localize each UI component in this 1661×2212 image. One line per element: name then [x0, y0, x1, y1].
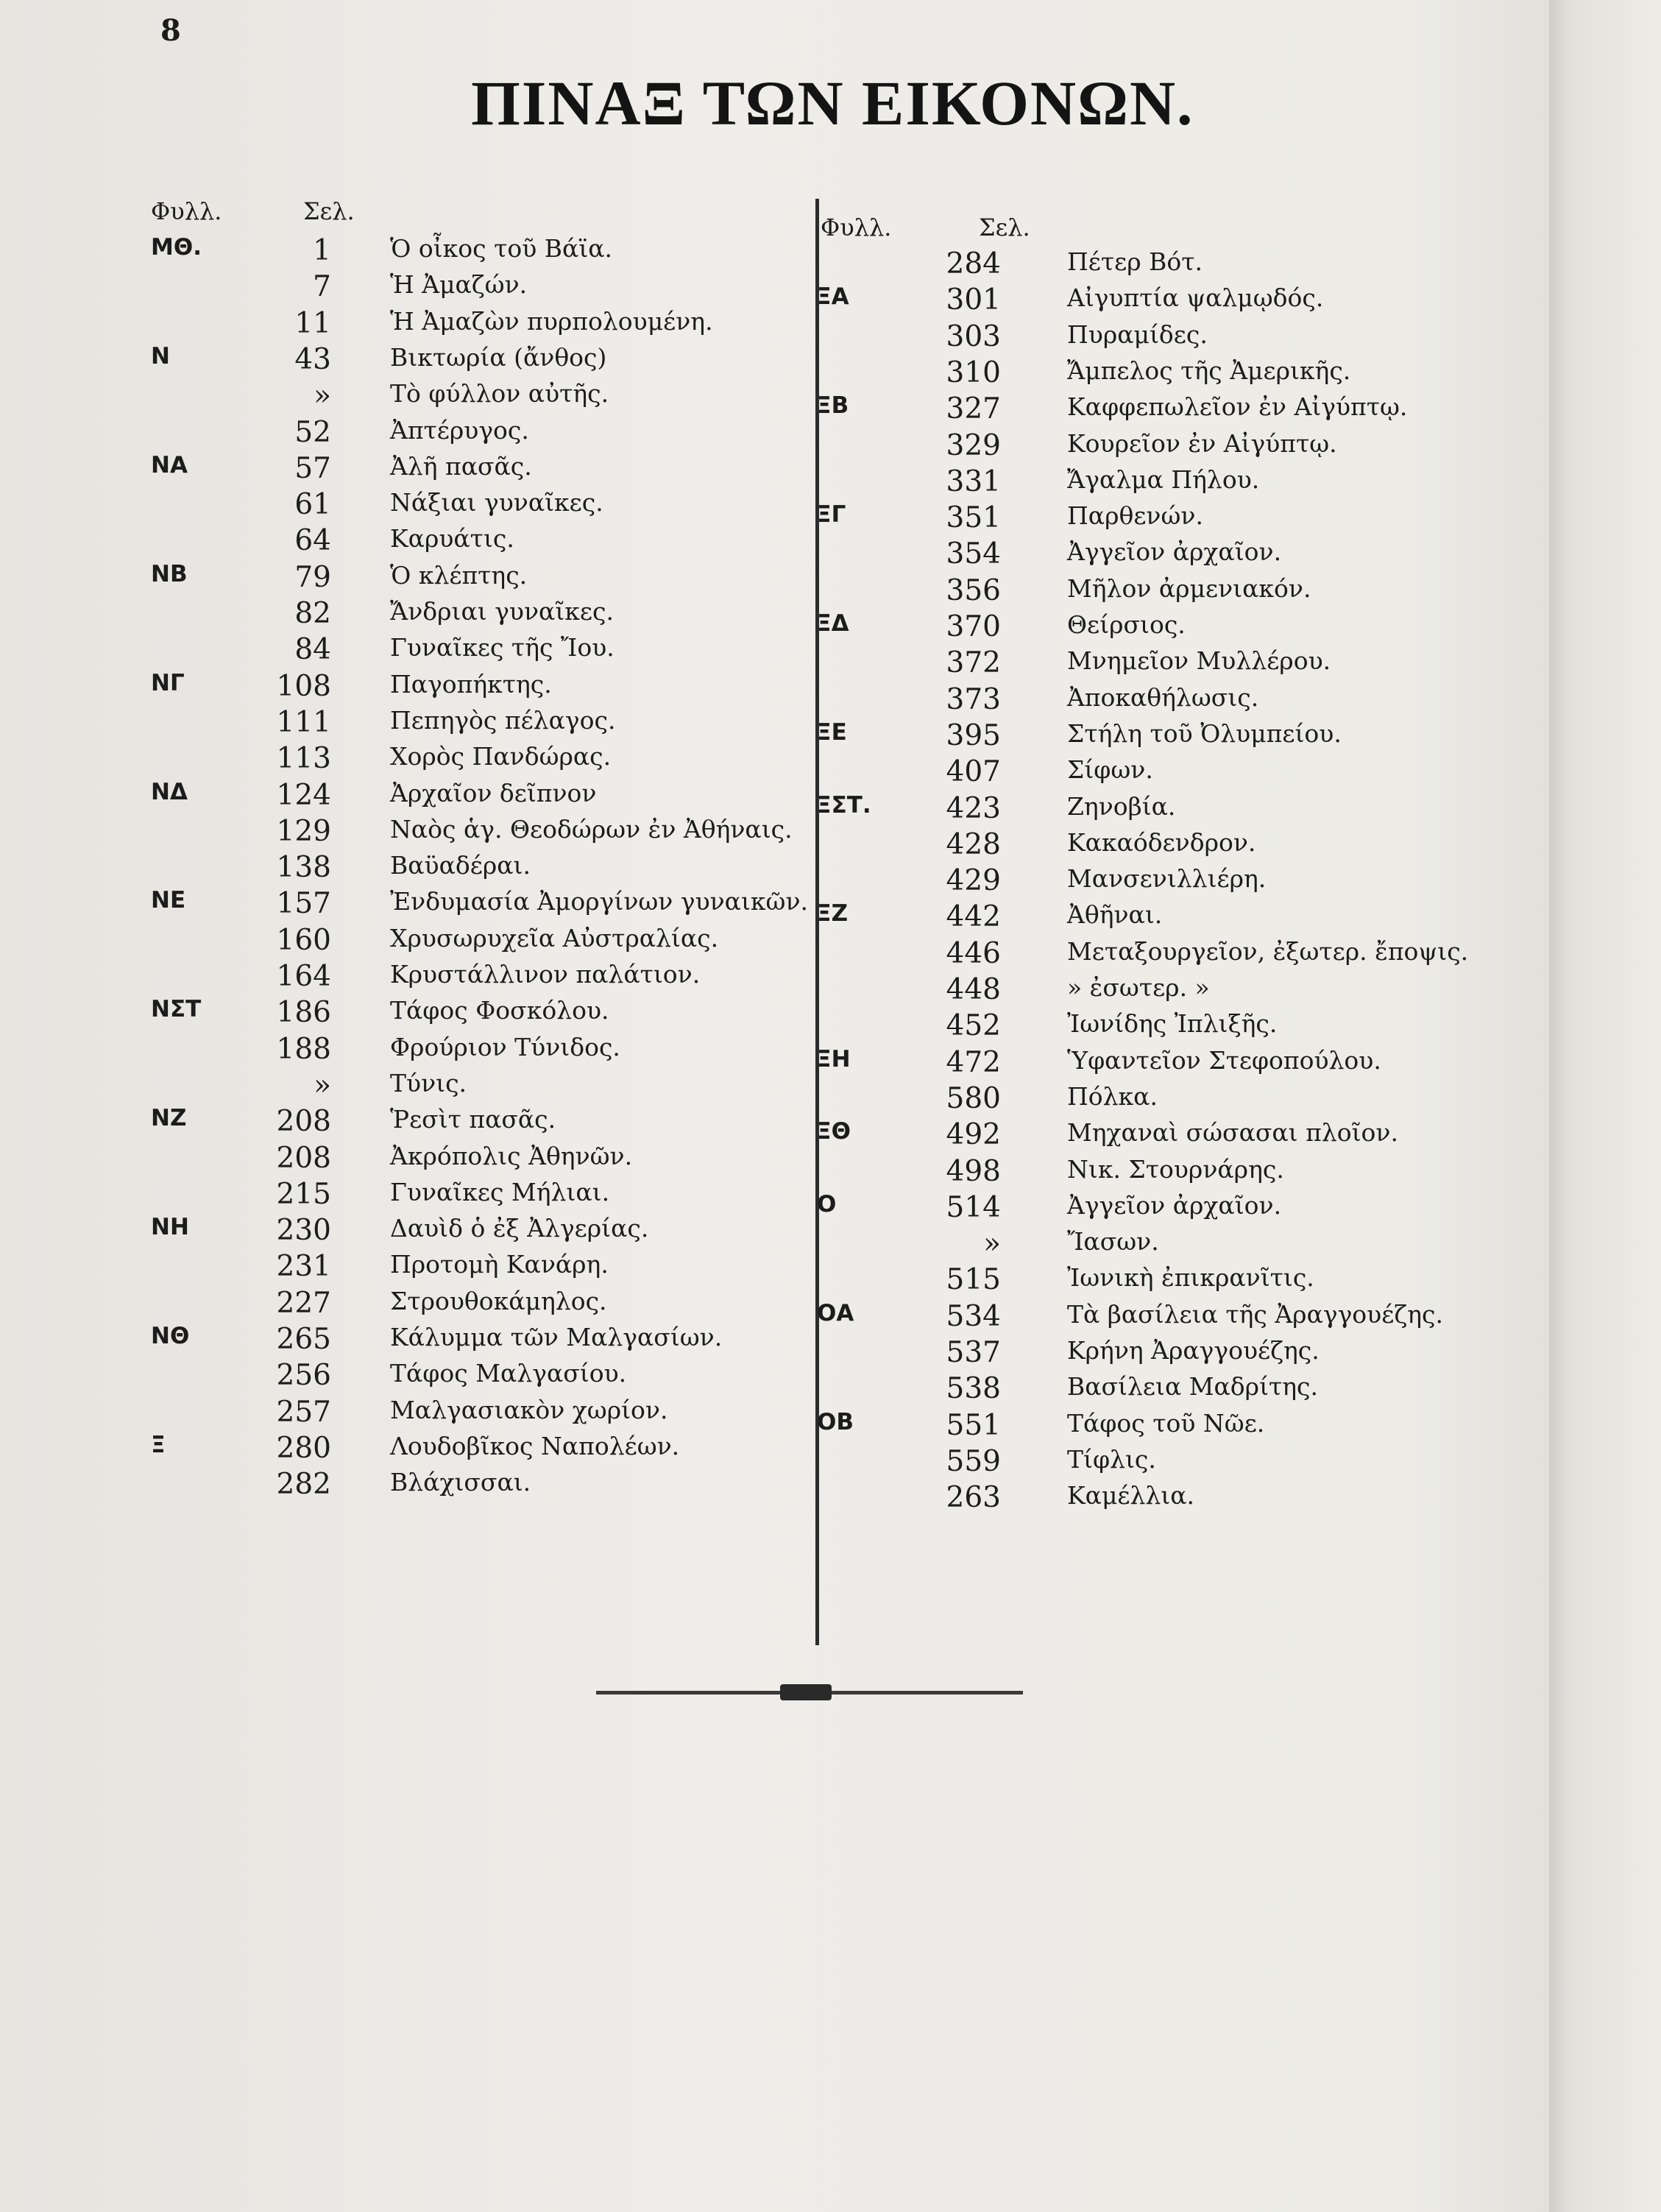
- sheet-label: ΟΒ: [817, 1408, 854, 1435]
- page-ref: 537: [946, 1336, 1001, 1369]
- page-number: 8: [160, 13, 181, 48]
- illustration-title: Ἄμπελος τῆς Ἀμερικῆς.: [1067, 356, 1351, 385]
- illustration-title: Ὑφαντεῖον Στεφοπούλου.: [1067, 1045, 1381, 1075]
- illustration-title: Ἀποκαθήλωσις.: [1067, 682, 1259, 712]
- illustration-title: Παγοπήκτης.: [390, 669, 552, 699]
- sheet-label: Ξ: [151, 1431, 166, 1458]
- page-ref: 331: [946, 464, 1001, 498]
- right-sheet-header: Φυλλ.: [821, 213, 892, 241]
- illustration-title: Μεταξουργεῖον, ἐξωτερ. ἔποψις.: [1067, 936, 1469, 966]
- illustration-title: Ἀγγεῖον ἀρχαῖον.: [1067, 1190, 1282, 1220]
- illustration-title: Κακαόδενδρον.: [1067, 827, 1256, 857]
- illustration-title: Ἄνδριαι γυναῖκες.: [390, 597, 614, 626]
- sheet-label: ΝΘ: [151, 1323, 190, 1349]
- illustration-title: Μαλγασιακὸν χωρίον.: [390, 1395, 668, 1424]
- page-ref: 452: [946, 1009, 1001, 1043]
- page-ref: 230: [276, 1214, 331, 1248]
- illustration-title: Ἀλῆ πασᾶς.: [390, 451, 532, 481]
- page-ref: 43: [294, 342, 331, 376]
- page-ref: 57: [294, 451, 331, 485]
- illustration-title: Παρθενών.: [1067, 501, 1203, 531]
- illustration-title: Ναὸς ἁγ. Θεοδώρων ἐν Ἀθήναις.: [390, 814, 793, 844]
- page-ref: 138: [276, 851, 331, 885]
- sheet-label: ΞΕ: [817, 718, 847, 746]
- page-ref: 208: [276, 1141, 331, 1175]
- illustration-title: Ἐνδυμασία Ἀμοργίνων γυναικῶν.: [390, 887, 808, 916]
- sheet-label: ΞΔ: [817, 610, 849, 637]
- illustration-title: Πέτερ Βότ.: [1067, 247, 1203, 276]
- illustration-title: Τύνις.: [390, 1068, 467, 1098]
- illustration-title: Σίφων.: [1067, 755, 1153, 785]
- illustration-title: Ἀρχαῖον δεῖπνον: [390, 778, 597, 808]
- sheet-label: ΝΒ: [151, 560, 188, 587]
- page-ref: 188: [276, 1032, 331, 1066]
- illustration-title: Ὁ οἶκος τοῦ Βάϊα.: [390, 234, 613, 263]
- page-ref: 498: [946, 1154, 1001, 1188]
- page-ref: 227: [276, 1286, 331, 1320]
- illustration-title: Προτομὴ Κανάρη.: [390, 1250, 609, 1279]
- sheet-label: ΞΑ: [817, 283, 849, 311]
- page-ref: 395: [946, 718, 1001, 752]
- illustration-title: Φρούριον Τύνιδος.: [390, 1032, 620, 1061]
- illustration-title: Γυναῖκες τῆς Ἴου.: [390, 633, 615, 662]
- page-ref: 160: [276, 923, 331, 957]
- page-edge-shadow: [1549, 0, 1661, 2212]
- illustration-title: Νάξιαι γυναῖκες.: [390, 488, 603, 517]
- illustration-title: Τάφος Φοσκόλου.: [390, 996, 609, 1025]
- sheet-label: ΝΓ: [151, 669, 185, 696]
- illustration-title: Ἀγγεῖον ἀρχαῖον.: [1067, 537, 1282, 567]
- illustration-title: Καμέλλια.: [1067, 1481, 1195, 1510]
- sheet-label: ΞΗ: [817, 1045, 851, 1073]
- page-ref: 111: [276, 705, 331, 739]
- sheet-label: ΝΣΤ: [151, 996, 202, 1023]
- illustration-title: Ζηνοβία.: [1067, 791, 1176, 821]
- page-ref: 84: [294, 633, 331, 667]
- page-ref: 428: [946, 827, 1001, 861]
- page-ref: 263: [946, 1481, 1001, 1515]
- page-ref: 515: [946, 1263, 1001, 1297]
- right-page-header: Σελ.: [979, 213, 1030, 241]
- page-ref: 492: [946, 1118, 1001, 1152]
- illustration-title: Κάλυμμα τῶν Μαλγασίων.: [390, 1323, 723, 1351]
- page-ref: 113: [276, 742, 331, 776]
- sheet-label: Ν: [151, 342, 170, 370]
- page-ref: 52: [294, 415, 331, 449]
- left-page-header: Σελ.: [303, 197, 355, 225]
- illustration-title: Μνημεῖον Μυλλέρου.: [1067, 646, 1331, 676]
- illustration-title: Δαυὶδ ὁ ἐξ Ἀλγερίας.: [390, 1214, 649, 1243]
- page-title: ΠΙΝΑΞ ΤΩΝ ΕΙΚΟΝΩΝ.: [471, 68, 1194, 138]
- page-ref: 448: [946, 973, 1001, 1006]
- sheet-label: ΞΘ: [817, 1118, 851, 1145]
- page-ref: 82: [294, 597, 331, 630]
- page-ref: 215: [276, 1177, 331, 1211]
- illustration-title: Μανσενιλλιέρη.: [1067, 864, 1267, 894]
- page-ref: 231: [276, 1250, 331, 1284]
- illustration-title: Πόλκα.: [1067, 1081, 1158, 1111]
- page-ref: 64: [294, 524, 331, 558]
- illustration-title: Μῆλον ἀρμενιακόν.: [1067, 573, 1311, 603]
- illustration-title: Βασίλεια Μαδρίτης.: [1067, 1372, 1319, 1402]
- page-ref: 257: [276, 1395, 331, 1429]
- illustration-title: Ἄγαλμα Πήλου.: [1067, 464, 1260, 494]
- page-ref: 514: [946, 1190, 1001, 1224]
- page-ref: 472: [946, 1045, 1001, 1079]
- sheet-label: ΝΔ: [151, 778, 188, 805]
- page-ref: 280: [276, 1431, 331, 1465]
- page-ref: 129: [276, 814, 331, 848]
- illustration-title: Θείρσιος.: [1067, 610, 1186, 639]
- page-ref: 356: [946, 573, 1001, 607]
- sheet-label: ΝΕ: [151, 887, 186, 914]
- page-ref: 580: [946, 1081, 1001, 1115]
- page-ref: 446: [946, 936, 1001, 970]
- illustration-title: Καρυάτις.: [390, 524, 514, 554]
- illustration-title: Στήλη τοῦ Ὀλυμπείου.: [1067, 718, 1342, 748]
- illustration-title: Κρυστάλλινον παλάτιον.: [390, 960, 701, 989]
- page-ref: 372: [946, 646, 1001, 680]
- illustration-title: Καφφεπωλεῖον ἐν Αἰγύπτῳ.: [1067, 392, 1408, 422]
- page-ref: 373: [946, 682, 1001, 716]
- illustration-title: Τὸ φύλλον αὐτῆς.: [390, 379, 609, 409]
- page-ref: 423: [946, 791, 1001, 825]
- sheet-label: ΝΗ: [151, 1214, 189, 1241]
- illustration-title: Κουρεῖον ἐν Αἰγύπτῳ.: [1067, 428, 1337, 458]
- sheet-label: ΟΑ: [817, 1299, 854, 1326]
- illustration-title: Ἡ Ἀμαζὼν πυρπολουμένη.: [390, 306, 713, 336]
- sheet-label: ΞΒ: [817, 392, 849, 420]
- page-ref: 186: [276, 996, 331, 1030]
- page-ref: 429: [946, 864, 1001, 898]
- page-ref: 354: [946, 537, 1001, 571]
- illustration-title: Ῥεσὶτ πασᾶς.: [390, 1105, 556, 1134]
- page-ref: 310: [946, 356, 1001, 389]
- illustration-title: Κρήνη Ἀραγγουέζης.: [1067, 1336, 1320, 1365]
- page-ref: 157: [276, 887, 331, 921]
- page-ref: 79: [294, 560, 331, 594]
- page-ref: 164: [276, 960, 331, 993]
- page-ref: 284: [946, 247, 1001, 280]
- page-ref: 11: [294, 306, 331, 340]
- page-ref: 1: [313, 234, 331, 267]
- page-ref: 7: [313, 270, 331, 304]
- page-ref: 108: [276, 669, 331, 703]
- illustration-title: Τὰ βασίλεια τῆς Ἀραγγουέζης.: [1067, 1299, 1443, 1329]
- illustration-title: Μηχαναὶ σώσασαι πλοῖον.: [1067, 1118, 1398, 1148]
- page-ref: »: [314, 1068, 331, 1102]
- page-ref: 301: [946, 283, 1001, 317]
- illustration-title: Ἀπτέρυγος.: [390, 415, 529, 445]
- page-ref: 442: [946, 900, 1001, 934]
- illustration-title: Χρυσωρυχεῖα Αὐστραλίας.: [390, 923, 719, 953]
- illustration-title: Πεπηγὸς πέλαγος.: [390, 705, 616, 735]
- page-ref: 329: [946, 428, 1001, 462]
- illustration-title: Ἡ Ἀμαζών.: [390, 270, 528, 300]
- illustration-title: Ἰωνίδης Ἰπλιξῆς.: [1067, 1009, 1278, 1039]
- page-ref: 551: [946, 1408, 1001, 1442]
- page-ref: 407: [946, 755, 1001, 789]
- illustration-title: Ἀθῆναι.: [1067, 900, 1163, 930]
- illustration-title: Χορὸς Πανδώρας.: [390, 742, 612, 771]
- rule-ornament: [780, 1684, 832, 1700]
- illustration-title: Λουδοβῖκος Ναπολέων.: [390, 1431, 680, 1460]
- page-ref: »: [983, 1227, 1001, 1261]
- illustration-title: Τάφος τοῦ Νῶε.: [1067, 1408, 1265, 1438]
- page-ref: 124: [276, 778, 331, 812]
- illustration-title: » ἐσωτερ. »: [1067, 973, 1210, 1002]
- illustration-title: Ἴασων.: [1067, 1227, 1159, 1257]
- illustration-title: Τίφλις.: [1067, 1444, 1156, 1474]
- page-ref: 351: [946, 501, 1001, 535]
- page-ref: 282: [276, 1468, 331, 1502]
- sheet-label: ΝΑ: [151, 451, 188, 478]
- illustration-title: Γυναῖκες Μήλιαι.: [390, 1177, 610, 1206]
- sheet-label: ΞΣΤ.: [817, 791, 871, 819]
- sheet-label: ΜΘ.: [151, 234, 202, 261]
- illustration-title: Τάφος Μαλγασίου.: [390, 1359, 627, 1388]
- illustration-title: Βαϋαδέραι.: [390, 851, 531, 880]
- illustration-title: Βλάχισσαι.: [390, 1468, 531, 1497]
- illustration-title: Πυραμίδες.: [1067, 319, 1208, 349]
- illustration-title: Νικ. Στουρνάρης.: [1067, 1154, 1284, 1184]
- sheet-label: ΞΓ: [817, 501, 846, 529]
- sheet-label: Ο: [817, 1190, 837, 1218]
- sheet-label: ΞΖ: [817, 900, 849, 927]
- page-ref: 538: [946, 1372, 1001, 1406]
- illustration-title: Ἰωνικὴ ἐπικρανῖτις.: [1067, 1263, 1314, 1293]
- sheet-label: ΝΖ: [151, 1105, 187, 1132]
- page-ref: 534: [946, 1299, 1001, 1333]
- page-ref: 559: [946, 1444, 1001, 1478]
- page-ref: 303: [946, 319, 1001, 353]
- illustration-title: Ἀκρόπολις Ἀθηνῶν.: [390, 1141, 633, 1170]
- page-ref: 61: [294, 488, 331, 522]
- page-ref: 256: [276, 1359, 331, 1393]
- page-ref: 265: [276, 1323, 331, 1356]
- illustration-title: Βικτωρία (ἄνθος): [390, 342, 607, 372]
- illustration-title: Στρουθοκάμηλος.: [390, 1286, 607, 1315]
- illustration-title: Αἰγυπτία ψαλμῳδός.: [1067, 283, 1324, 313]
- illustration-title: Ὁ κλέπτης.: [390, 560, 528, 590]
- left-sheet-header: Φυλλ.: [151, 197, 222, 225]
- page-ref: 327: [946, 392, 1001, 426]
- page-ref: 208: [276, 1105, 331, 1139]
- page-ref: »: [314, 379, 331, 413]
- page-ref: 370: [946, 610, 1001, 643]
